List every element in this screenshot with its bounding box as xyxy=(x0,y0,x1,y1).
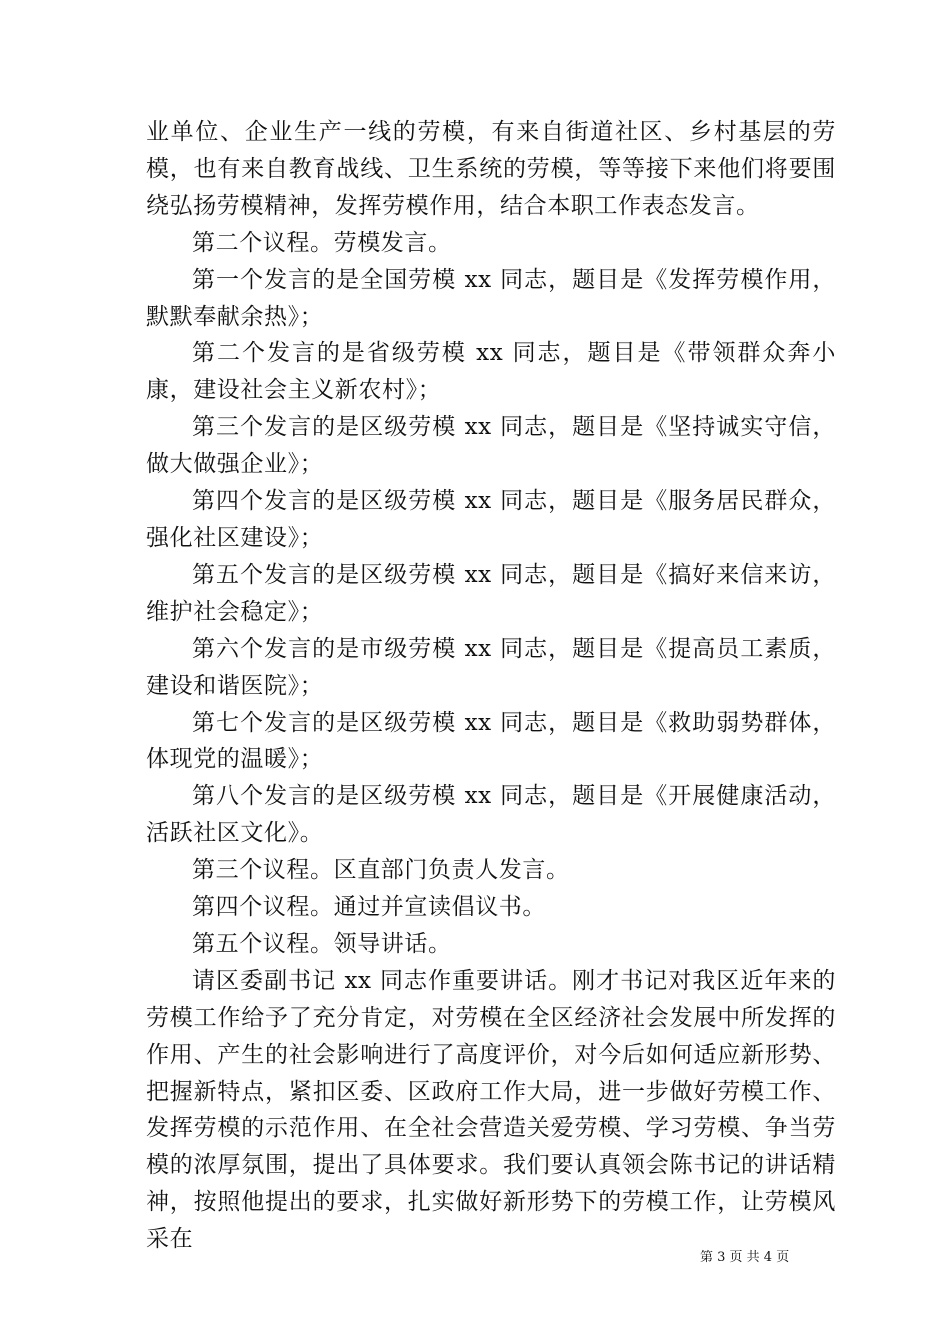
paragraph-agenda-5: 第五个议程。领导讲话。 xyxy=(192,930,452,957)
paragraph-speaker-5: 第五个发言的是区级劳模 xx 同志，题目是《搞好来信来访，维护社会稳定》； xyxy=(146,561,836,625)
paragraph-speaker-2: 第二个发言的是省级劳模 xx 同志，题目是《带领群众奔小康，建设社会主义新农村》； xyxy=(146,340,836,404)
document-body xyxy=(146,114,836,1258)
paragraph-speaker-6: 第六个发言的是市级劳模 xx 同志，题目是《提高员工素质，建设和谐医院》； xyxy=(146,635,836,699)
paragraph-agenda-2: 第二个议程。劳模发言。 xyxy=(192,229,452,256)
page-number-footer: 第 3 页 共 4 页 xyxy=(700,1250,790,1265)
paragraph-leader-speech: 请区委副书记 xx 同志作重要讲话。刚才书记对我区近年来的劳模工作给予了充分肯定，对劳模在全区经济社会发展中所发挥的作用、产生的社会影响进行了高度评价，对今后如何适应新形势、把握新特点，紧扣区委、区政府工作大局，进一步做好劳模工作、发挥劳模的示范作用、在全社会营造关爱劳模、学习劳模、争当劳模的浓厚氛围，提出了具体要求。我们要认真领会陈书记的讲话精神，按照他提出的要求，扎实做好新形势下的劳模工作，让劳模风采在 xyxy=(146,967,836,1253)
paragraph-agenda-3: 第三个议程。区直部门负责人发言。 xyxy=(192,857,570,884)
paragraph-speaker-3: 第三个发言的是区级劳模 xx 同志，题目是《坚持诚实守信，做大做强企业》； xyxy=(146,414,836,478)
paragraph-speaker-4: 第四个发言的是区级劳模 xx 同志，题目是《服务居民群众，强化社区建设》； xyxy=(146,488,836,551)
paragraph-agenda-4: 第四个议程。通过并宣读倡议书。 xyxy=(192,894,546,921)
paragraph-speaker-8: 第八个发言的是区级劳模 xx 同志，题目是《开展健康活动，活跃社区文化》。 xyxy=(146,783,836,847)
paragraph-speaker-1: 第一个发言的是全国劳模 xx 同志，题目是《发挥劳模作用，默默奉献余热》； xyxy=(146,266,836,330)
paragraph-speaker-7: 第七个发言的是区级劳模 xx 同志，题目是《救助弱势群体，体现党的温暖》； xyxy=(146,709,836,773)
paragraph-continuation: 业单位、企业生产一线的劳模，有来自街道社区、乡村基层的劳模，也有来自教育战线、卫生系统的劳模，等等接下来他们将要围绕弘扬劳模精神，发挥劳模作用，结合本职工作表态发言。 xyxy=(146,119,836,219)
